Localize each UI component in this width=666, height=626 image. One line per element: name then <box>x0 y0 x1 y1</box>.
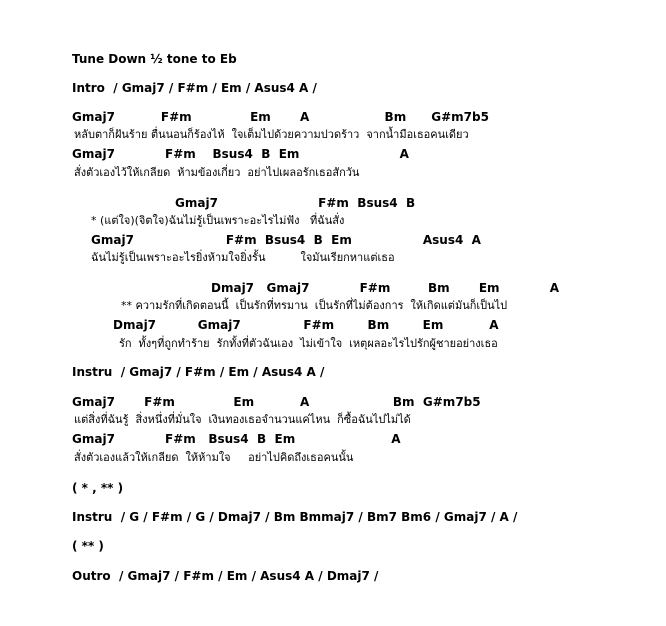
outro-line: Outro / Gmaj7 / F#m / Em / Asus4 A / Dmaj7 / <box>72 569 379 583</box>
pre-chorus-chords-1: Gmaj7 F#m Bsus4 B <box>175 196 416 210</box>
instrumental-line-1: Instru / Gmaj7 / F#m / Em / Asus4 A / <box>72 365 325 379</box>
pre-chorus-lyric-1: * (แต่ใจ)(จิตใจ)ฉันไม่รู้เป็นเพราะอะไรไม่ฟัง ที่ฉันสั่ง <box>91 214 345 227</box>
pre-chorus-lyric-2: ฉันไม่รู้เป็นเพราะอะไรยิ่งห้ามใจยิ่งรั้น ใจมันเรียกหาแต่เธอ <box>91 251 395 264</box>
verse-2-chords-2: Gmaj7 F#m Bsus4 B Em A <box>72 432 401 446</box>
instrumental-line-2: Instru / G / F#m / G / Dmaj7 / Bm Bmmaj7 / Bm7 Bm6 / Gmaj7 / A / <box>72 510 518 524</box>
chorus-chords-2: Dmaj7 Gmaj7 F#m Bm Em A <box>113 318 499 332</box>
chorus-chords-1: Dmaj7 Gmaj7 F#m Bm Em A <box>211 281 559 295</box>
verse-chords-2: Gmaj7 F#m Bsus4 B Em A <box>72 147 409 161</box>
verse-lyric-2: สั่งตัวเองไว้ให้เกลียด ห้ามข้องเกี่ยว อย่าไปเผลอรักเธอสักวัน <box>74 166 360 179</box>
verse-2-chords-1: Gmaj7 F#m Em A Bm G#m7b5 <box>72 395 481 409</box>
pre-chorus-chords-2: Gmaj7 F#m Bsus4 B Em Asus4 A <box>91 233 481 247</box>
verse-lyric-1: หลับตาก็ฝันร้าย ตื่นนอนก็ร้องไห้ ใจเต็มไปด้วยความปวดร้าว จากน้ำมือเธอคนเดียว <box>74 128 469 141</box>
tuning-note: Tune Down ½ tone to Eb <box>72 52 237 66</box>
repeat-marker-2: ( ** ) <box>72 539 104 553</box>
verse-2-lyric-1: แต่สิ่งที่ฉันรู้ สิ่งหนึ่งที่มั่นใจ เงินทองเธอจำนวนแค่ไหน ก็ซื้อฉันไปไม่ได้ <box>74 413 411 426</box>
verse-2-lyric-2: สั่งตัวเองแล้วให้เกลียด ให้ห้ามใจ อย่าไปคิดถึงเธอคนนั้น <box>74 451 354 464</box>
chorus-lyric-1: ** ความรักที่เกิดตอนนี้ เป็นรักที่ทรมาน เป็นรักที่ไม่ต้องการ ให้เกิดแต่มันก็เป็นไป <box>121 299 508 312</box>
chorus-lyric-2: รัก ทั้งๆที่ถูกทำร้าย รักทั้งที่ตัวฉันเอง ไม่เข้าใจ เหตุผลอะไรไปรักผู้ชายอย่างเธอ <box>119 337 498 350</box>
verse-chords-1: Gmaj7 F#m Em A Bm G#m7b5 <box>72 110 489 124</box>
repeat-marker-1: ( * , ** ) <box>72 481 124 495</box>
intro-line: Intro / Gmaj7 / F#m / Em / Asus4 A / <box>72 81 317 95</box>
